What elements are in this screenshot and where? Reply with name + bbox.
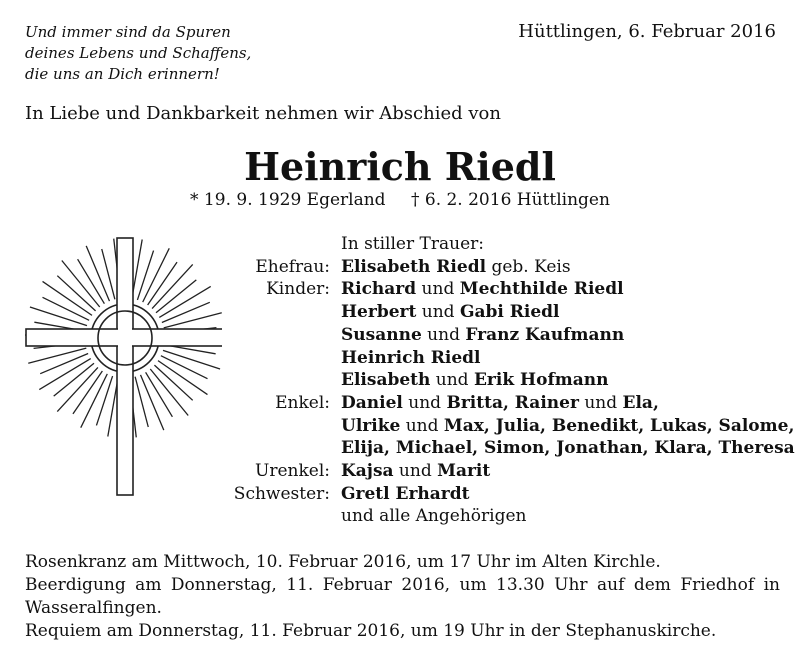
motto-verse bbox=[25, 22, 251, 85]
name-part: und bbox=[416, 302, 460, 323]
mourner-names bbox=[341, 278, 795, 301]
mourner-names bbox=[341, 347, 795, 370]
mourners-list bbox=[230, 233, 795, 528]
relation-label bbox=[230, 369, 341, 392]
name-part: Ela, bbox=[622, 392, 659, 413]
name-part: und bbox=[430, 370, 474, 391]
name-part: und bbox=[416, 279, 460, 300]
name-part: und bbox=[578, 392, 623, 413]
name-part: und bbox=[393, 461, 438, 482]
relation-label: Ehefrau: bbox=[255, 256, 330, 277]
mourner-row bbox=[230, 347, 795, 370]
life-dates bbox=[0, 190, 800, 210]
relation-label: Urenkel: bbox=[255, 461, 330, 482]
name-part: Franz Kaufmann bbox=[465, 324, 625, 345]
name-part: Ulrike bbox=[341, 415, 401, 436]
mourner-names bbox=[341, 369, 795, 392]
mourners-heading: In stiller Trauer: bbox=[341, 234, 484, 254]
mourner-names bbox=[341, 256, 795, 279]
relation-label bbox=[230, 415, 341, 438]
name-part: und bbox=[400, 415, 444, 436]
name-part: Elisabeth Riedl bbox=[341, 256, 487, 277]
mourner-row bbox=[230, 392, 795, 415]
relation-label bbox=[230, 437, 341, 460]
mourner-row bbox=[230, 301, 795, 324]
mourner-row bbox=[230, 415, 795, 438]
intro-text: In Liebe und Dankbarkeit nehmen wir Abschied von bbox=[25, 103, 501, 124]
name-part: Herbert bbox=[341, 302, 417, 323]
mourner-row bbox=[230, 278, 795, 301]
relation-label: Schwester: bbox=[233, 483, 330, 504]
mourner-names bbox=[341, 415, 795, 438]
name-part: Daniel bbox=[341, 392, 403, 413]
mourner-row bbox=[230, 505, 795, 528]
name-part: Max, Julia, Benedikt, Lukas, Salome, bbox=[443, 415, 795, 436]
mourner-row bbox=[230, 324, 795, 347]
motto-line: Und immer sind da Spuren bbox=[25, 23, 231, 41]
relation-label bbox=[230, 301, 341, 324]
place-date: Hüttlingen, 6. Februar 2016 bbox=[518, 21, 776, 42]
service-announcements bbox=[25, 551, 780, 643]
radiant-cross-icon bbox=[12, 233, 222, 503]
motto-line: die uns an Dich erinnern! bbox=[25, 65, 220, 83]
name-part: Erik Hofmann bbox=[473, 370, 609, 391]
name-part: Gabi Riedl bbox=[459, 302, 560, 323]
relation-label bbox=[230, 505, 341, 528]
name-part: und alle Angehörigen bbox=[341, 506, 527, 527]
mourner-names bbox=[341, 505, 795, 528]
relation-label bbox=[230, 347, 341, 370]
mourner-names bbox=[341, 483, 795, 506]
death-date: † 6. 2. 2016 Hüttlingen bbox=[410, 190, 610, 210]
mourner-row bbox=[230, 460, 795, 483]
mourner-row bbox=[230, 437, 795, 460]
name-part: Britta, Rainer bbox=[446, 392, 579, 413]
name-part: und bbox=[421, 324, 466, 345]
name-part: Elija, Michael, Simon, Jonathan, Klara, Theresa bbox=[341, 438, 795, 459]
mourner-row bbox=[230, 369, 795, 392]
name-part: Kajsa bbox=[341, 461, 394, 482]
name-part: Richard bbox=[341, 279, 417, 300]
mourner-names bbox=[341, 460, 795, 483]
relation-label: Enkel: bbox=[275, 392, 330, 413]
mourner-row bbox=[230, 483, 795, 506]
mourner-names bbox=[341, 437, 795, 460]
mourner-names bbox=[341, 324, 795, 347]
name-part: Elisabeth bbox=[341, 370, 431, 391]
mourner-row bbox=[230, 256, 795, 279]
motto-line: deines Lebens und Schaffens, bbox=[25, 44, 252, 62]
name-part: Marit bbox=[437, 461, 491, 482]
requiem-announcement: Requiem am Donnerstag, 11. Februar 2016, um 19 Uhr in der Stephanuskirche. bbox=[25, 621, 717, 641]
name-part: Mechthilde Riedl bbox=[459, 279, 624, 300]
birth-date: * 19. 9. 1929 Egerland bbox=[190, 190, 386, 210]
relation-label bbox=[230, 324, 341, 347]
mourner-names bbox=[341, 392, 795, 415]
name-part: geb. Keis bbox=[486, 256, 571, 277]
name-part: Gretl Erhardt bbox=[341, 483, 470, 504]
relation-label: Kinder: bbox=[266, 279, 330, 300]
mourner-names bbox=[341, 301, 795, 324]
name-part: Susanne bbox=[341, 324, 422, 345]
deceased-name: Heinrich Riedl bbox=[244, 144, 556, 189]
rosary-announcement: Rosenkranz am Mittwoch, 10. Februar 2016, um 17 Uhr im Alten Kirchle. bbox=[25, 552, 661, 572]
name-part: Heinrich Riedl bbox=[341, 347, 481, 368]
name-part: und bbox=[402, 392, 447, 413]
burial-announcement: Beerdigung am Donnerstag, 11. Februar 2016, um 13.30 Uhr auf dem Friedhof in Wasseralfingen. bbox=[25, 575, 780, 618]
